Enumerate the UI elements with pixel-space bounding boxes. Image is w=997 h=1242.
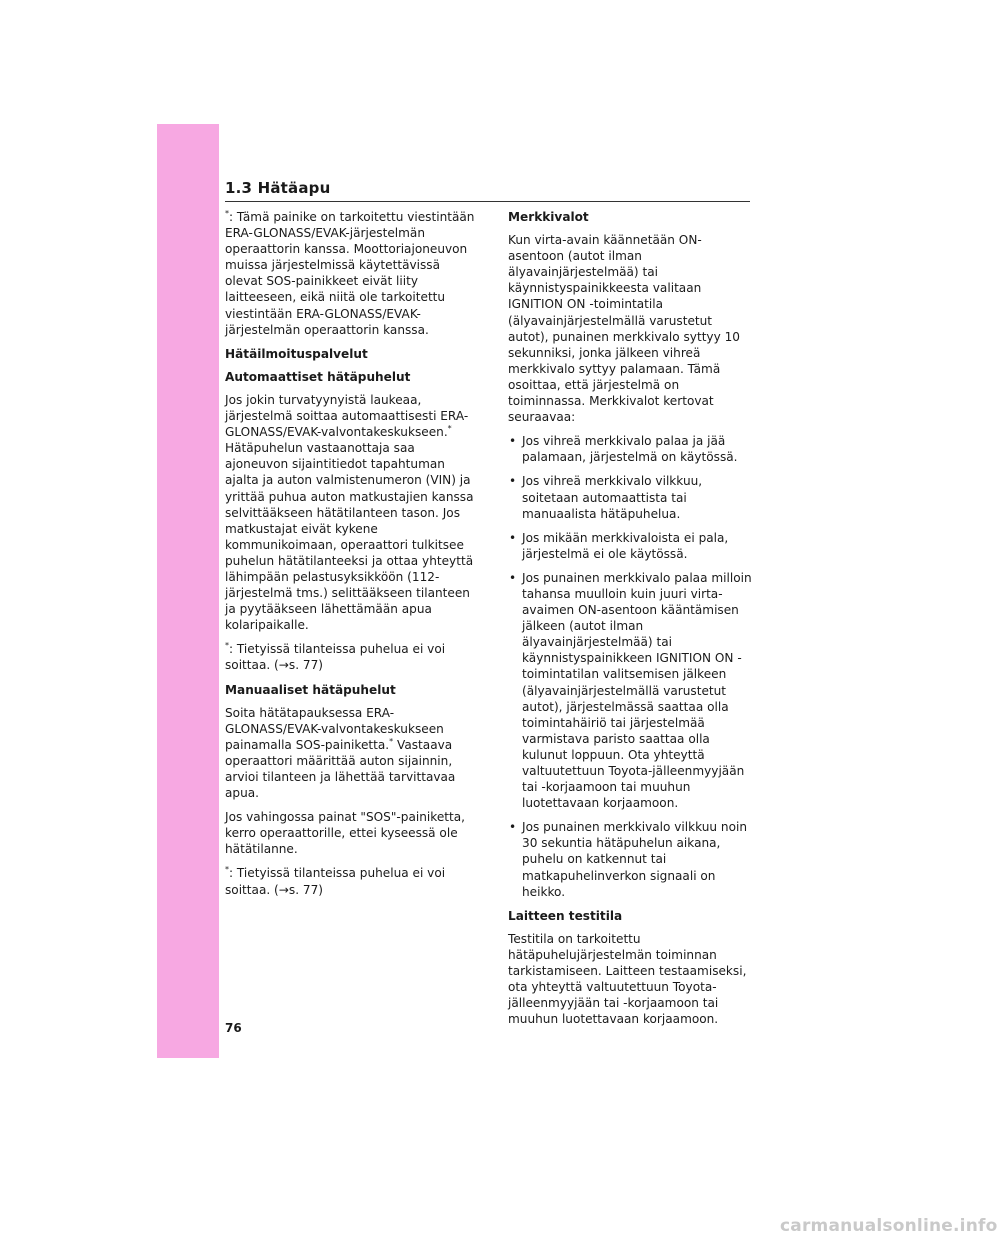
footnote-marker: * — [225, 865, 229, 875]
list-item: • Jos mikään merkkivaloista ei pala, järjestelmä ei ole käytössä. — [508, 530, 754, 562]
page-header — [225, 179, 750, 197]
page-number: 76 — [225, 1021, 242, 1035]
indicator-list — [508, 433, 754, 900]
left-column — [225, 209, 475, 906]
footnote-marker: * — [225, 209, 229, 218]
footnote-paragraph: *: Tämä painike on tarkoitettu viestintään ERA-GLONASS/EVAK-järjestelmän operaattorin kanssa. Moottoriajoneuvon muissa järjestelmissä käytettävissä olevat SOS-painikkeet eivät liity laitteeseen, eikä niitä ole tarkoitettu viestintään ERA-GLONASS/EVAK-järjestelmän operaattorin kanssa. — [225, 209, 475, 337]
list-item: • Jos vihreä merkkivalo vilkkuu, soitetaan automaattista tai manuaalista hätäpuhelua. — [508, 473, 754, 521]
list-item: • Jos punainen merkkivalo palaa milloin tahansa muulloin kuin juuri virta-avaimen ON-asentoon kääntämisen jälkeen (autot ilman älyavainjärjestelmää) tai käynnistyspainikkeen IGNITION ON -toimintatilan valitsemisen jälkeen (älyavainjärjestelmällä varustetut autot), järjestelmässä saattaa olla toimintahäiriö tai järjestelmää varmistava paristo saattaa olla kulunut loppuun. Ota yhteyttä valtuutettuun Toyota-jälleenmyyjään tai -korjaamoon tai muuhun luotettavaan korjaamoon. — [508, 570, 754, 811]
accidental-sos-paragraph: Jos vahingossa painat "SOS"-painiketta, kerro operaattorille, ettei kyseessä ole hätätilanne. — [225, 810, 465, 857]
manual-calls-paragraph: Soita hätätapauksessa ERA-GLONASS/EVAK-valvontakeskukseen painamalla SOS-painiketta.* Vastaava operaattori määrittää auton sijainnin, arvioi tilanteen ja lähettää tarvittavaa apua. — [225, 705, 456, 801]
footnote-marker: * — [389, 736, 394, 746]
list-item: • Jos vihreä merkkivalo palaa ja jää palamaan, järjestelmä on käytössä. — [508, 433, 754, 465]
footnote-marker: * — [447, 424, 452, 434]
heading-emergency-services: Hätäilmoituspalvelut — [225, 346, 368, 361]
test-mode-paragraph: Testitila on tarkoitettu hätäpuhelujärjestelmän toiminnan tarkistamiseen. Laitteen testaamiseksi, ota yhteyttä valtuutettuun Toyota-jälleenmyyjään tai -korjaamoon tai muuhun luotettavaan korjaamoon. — [508, 931, 747, 1027]
footnote-paragraph: *: Tietyissä tilanteissa puhelua ei voi soittaa. (→s. 77) — [225, 641, 446, 673]
automatic-calls-paragraph: Jos jokin turvatyynyistä laukeaa, järjestelmä soittaa automaattisesti ERA-GLONASS/EVAK-valvontakeskukseen.* Hätäpuhelun vastaanottaja saa ajoneuvon sijaintitiedot tapahtuman ajalta ja auton valmistenumeron (VIN) ja yrittää puhua auton matkustajien kanssa selvittääkseen hätätilanteen tason. Jos matkustajat eivät kykene kommunikoimaan, operaattori tulkitsee puhelun hätätilanteeksi ja ottaa yhteyttä lähimpään pelastusyksikköön (112-järjestelmä tms.) selittääkseen tilanteen ja pyytääkseen lähettämään apua kolaripaikalle. — [225, 392, 474, 633]
section-color-tab — [157, 124, 219, 1058]
footnote-marker: * — [225, 641, 229, 651]
heading-automatic-calls: Automaattiset hätäpuhelut — [225, 369, 411, 384]
footnote-paragraph: *: Tietyissä tilanteissa puhelua ei voi soittaa. (→s. 77) — [225, 865, 446, 897]
watermark: carmanualsonline.info — [780, 1216, 997, 1236]
heading-manual-calls: Manuaaliset hätäpuhelut — [225, 682, 396, 697]
heading-indicator-lights: Merkkivalot — [508, 210, 589, 224]
indicator-intro-paragraph: Kun virta-avain käännetään ON-asentoon (autot ilman älyavainjärjestelmää) tai käynnistyspainikkeesta valitaan IGNITION ON -toimintatila (älyavainjärjestelmällä varustetut autot), punainen merkkivalo syttyy 10 sekunniksi, jonka jälkeen vihreä merkkivalo syttyy palamaan. Tämä osoittaa, että järjestelmä on toiminnassa. Merkkivalot kertovat seuraavaa: — [508, 233, 740, 425]
header-divider — [225, 201, 750, 202]
list-item: • Jos punainen merkkivalo vilkkuu noin 30 sekuntia hätäpuhelun aikana, puhelu on katkennut tai matkapuhelinverkon signaali on heikko. — [508, 819, 754, 899]
heading-test-mode: Laitteen testitila — [508, 908, 623, 923]
right-column — [508, 209, 754, 1035]
section-title: 1.3 Hätäapu — [225, 179, 331, 197]
